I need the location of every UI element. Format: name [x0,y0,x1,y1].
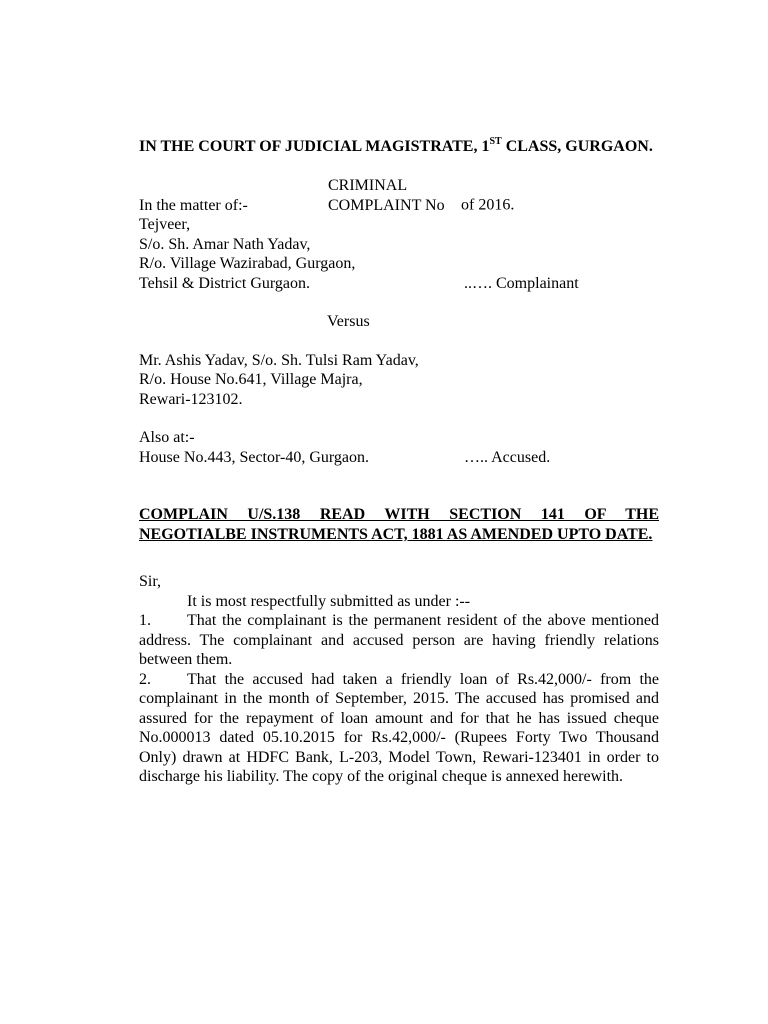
accused-residence: R/o. House No.641, Village Majra, [139,371,363,388]
matter-label: In the matter of:- [139,196,248,214]
complaint-year: of 2016. [461,196,515,214]
court-title-part2: CLASS, GURGAON. [501,138,653,155]
paragraph-text: That the complainant is the permanent resident of the above mentioned address. The complainant and accused person are having friendly relations between them. [139,612,659,668]
accused-alt-address: House No.443, Sector-40, Gurgaon. [139,448,370,466]
accused-alt-address-block [139,428,659,467]
paragraph-number: 1. [139,612,151,629]
complainant-name: Tejveer, [139,216,191,233]
complainant-district: Tehsil & District Gurgaon. [139,274,311,292]
paragraph-text: That the accused had taken a friendly loan of Rs.42,000/- from the complainant in the month of September, 2015. The accused has promised and assured for the repayment of loan amount and for that he has issued cheque No.000013 dated 05.10.2015 for Rs.42,000/- (Rupees Forty Two Thousand Only) drawn at HDFC Bank, L-203, Model Town, Rewari-123401 in order to discharge his liability. The copy of the original cheque is annexed herewith. [139,670,659,785]
accused-city: Rewari-123102. [139,390,243,408]
document-page [139,136,659,787]
paragraph-1 [139,611,659,670]
complainant-role-row [139,274,659,294]
court-title-part1: IN THE COURT OF JUDICIAL MAGISTRATE, 1 [139,138,490,155]
accused-name: Mr. Ashis Yadav, S/o. Sh. Tulsi Ram Yadav, [139,351,419,369]
complaint-number-label: CRIMINAL COMPLAINT No [328,177,445,214]
versus-label: Versus [327,313,370,330]
intro-line: It is most respectfully submitted as under :-- [187,592,471,610]
paragraph-number: 2. [139,670,151,688]
accused-role: ….. Accused. [464,448,551,466]
complainant-role: ..…. Complainant [464,274,579,292]
court-title [139,136,659,157]
complaint-heading: COMPLAIN U/S.138 READ WITH SECTION 141 OF THE NEGOTIALBE INSTRUMENTS ACT, 1881 AS AMENDED UPTO DATE. [139,506,659,543]
complainant-residence: R/o. Village Wazirabad, Gurgaon, [139,255,356,272]
salutation: Sir, [139,573,162,590]
accused-block [139,351,659,410]
paragraph-2 [139,670,659,787]
accused-role-row [139,448,659,468]
complainant-parentage: S/o. Sh. Amar Nath Yadav, [139,235,311,253]
court-title-superscript: ST [489,136,502,147]
also-at-label: Also at:- [139,429,195,446]
